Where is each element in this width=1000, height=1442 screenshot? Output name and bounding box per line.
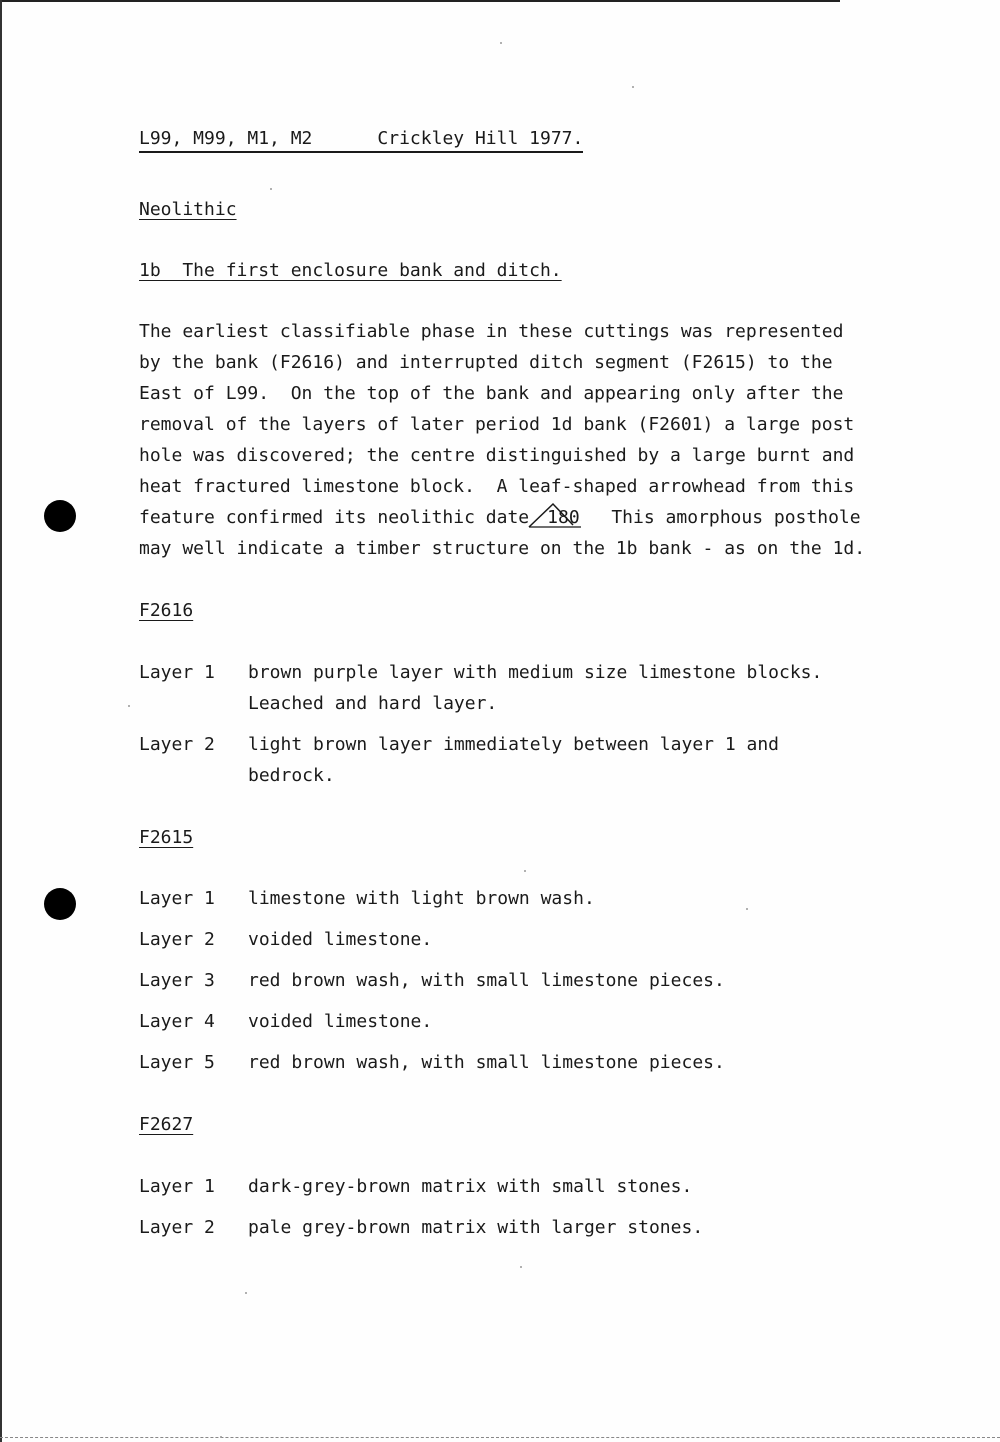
document-header [139, 128, 583, 153]
layer-description: red brown wash, with small limestone pieces. [248, 970, 725, 991]
scan-speck [500, 42, 502, 44]
paragraph-line: heat fractured limestone block. A leaf-shaped arrowhead from this [139, 476, 855, 497]
layer-description: limestone with light brown wash. [248, 888, 595, 909]
paragraph-line: may well indicate a timber structure on the 1b bank - as on the 1d. [139, 538, 866, 559]
scan-speck [632, 86, 634, 88]
punch-hole-bottom [44, 888, 76, 920]
paragraph-line: hole was discovered; the centre distinguished by a large burnt and [139, 445, 855, 466]
layer-description: red brown wash, with small limestone pieces. [248, 1052, 725, 1073]
scan-speck [746, 908, 748, 910]
scan-speck [270, 188, 272, 190]
layer-label: Layer 5 [139, 1052, 215, 1073]
paragraph-line: East of L99. On the top of the bank and appearing only after the [139, 383, 844, 404]
page-left-edge [0, 0, 2, 1442]
layer-label: Layer 1 [139, 1176, 215, 1197]
paragraph-line: feature confirmed its neolithic date 180 This amorphous posthole [139, 507, 959, 538]
scan-speck [128, 705, 130, 707]
layer-label: Layer 2 [139, 929, 215, 950]
paragraph-line: by the bank (F2616) and interrupted ditch segment (F2615) to the [139, 352, 833, 373]
layer-description: voided limestone. [248, 929, 433, 950]
layer-description: brown purple layer with medium size limestone blocks. [248, 662, 823, 683]
layer-description: light brown layer immediately between layer 1 and [248, 734, 780, 755]
page-bottom-edge [0, 1437, 1000, 1439]
find-reference-number: 180 [547, 507, 580, 528]
layer-description: Leached and hard layer. [248, 693, 498, 714]
description-paragraph [139, 321, 959, 569]
layer-label: Layer 1 [139, 888, 215, 909]
layer-label: Layer 4 [139, 1011, 215, 1032]
scan-speck [220, 1436, 222, 1438]
feature-heading-f2627: F2627 [139, 1114, 194, 1135]
paragraph-line: The earliest classifiable phase in these cuttings was represented [139, 321, 844, 342]
site-name: Crickley Hill 1977. [377, 128, 584, 149]
period-heading: Neolithic [139, 199, 237, 220]
layer-description: voided limestone. [248, 1011, 433, 1032]
scan-speck [520, 1266, 522, 1268]
layer-label: Layer 1 [139, 662, 215, 683]
layer-description: bedrock. [248, 765, 335, 786]
feature-heading-f2616: F2616 [139, 600, 194, 621]
find-reference-mark [529, 507, 590, 529]
scan-speck [245, 1292, 247, 1294]
layer-description: dark-grey-brown matrix with small stones. [248, 1176, 693, 1197]
feature-heading-f2615: F2615 [139, 827, 194, 848]
page-top-edge [0, 0, 840, 2]
layer-label: Layer 2 [139, 1217, 215, 1238]
layer-description: pale grey-brown matrix with larger stones. [248, 1217, 704, 1238]
paragraph-line: removal of the layers of later period 1d bank (F2601) a large post [139, 414, 855, 435]
layer-label: Layer 3 [139, 970, 215, 991]
phase-heading: 1b The first enclosure bank and ditch. [139, 260, 562, 281]
punch-hole-top [44, 500, 76, 532]
scan-speck [524, 870, 526, 872]
layer-label: Layer 2 [139, 734, 215, 755]
grid-references: L99, M99, M1, M2 [139, 128, 313, 149]
